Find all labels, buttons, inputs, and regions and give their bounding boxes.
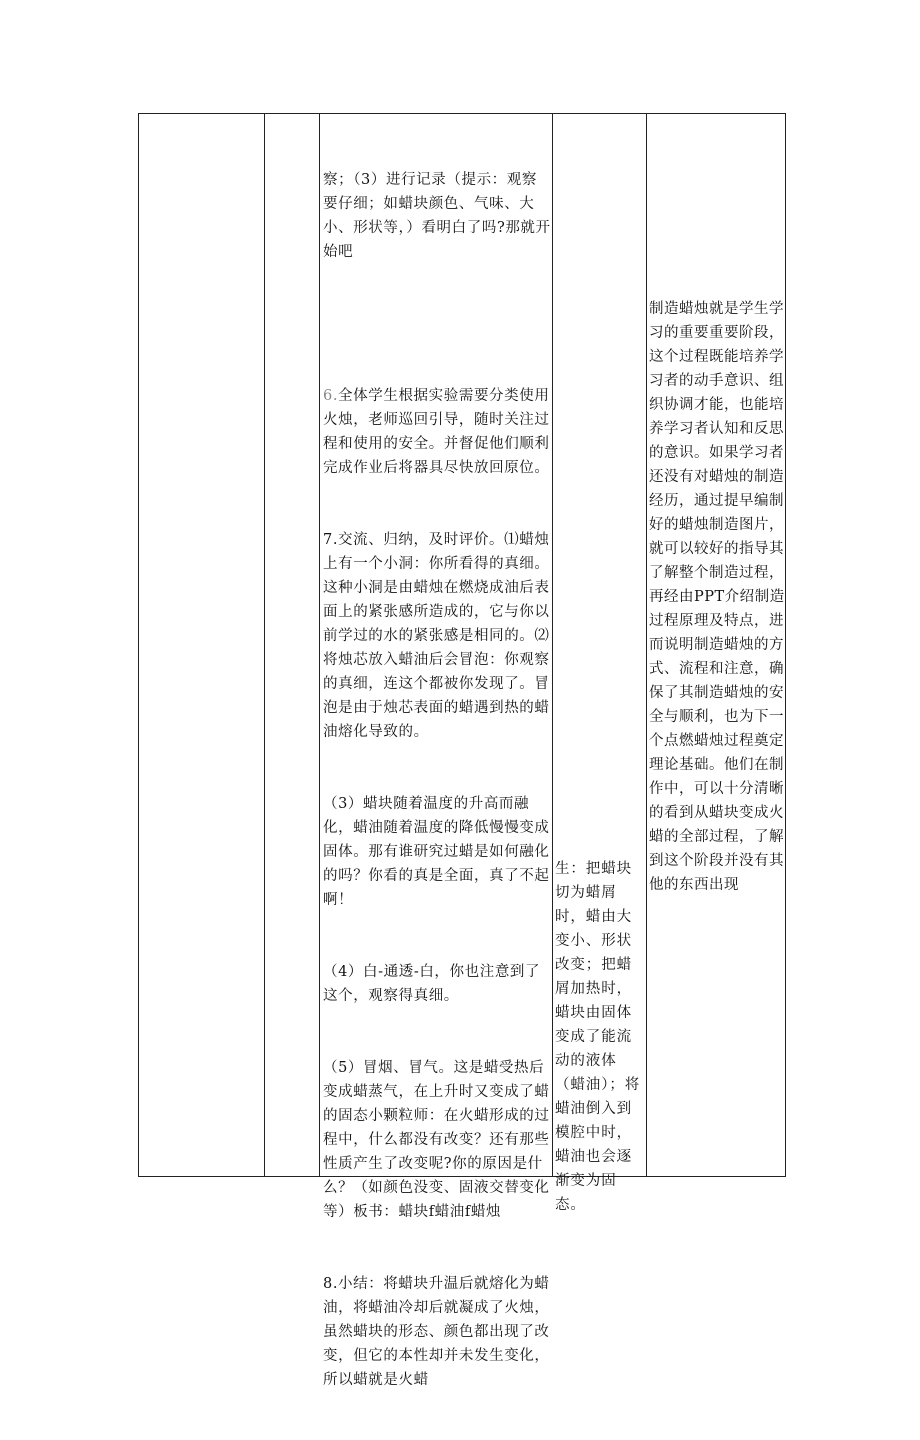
- paragraph-step-6: [323, 384, 551, 480]
- paragraph-step-7-4: （4）白-通透-白，你也注意到了这个，观察得真细。: [323, 964, 541, 1004]
- table-column-1: [139, 114, 265, 1176]
- paragraph-step-8: 8.小结：将蜡块升温后就熔化为蜡油，将蜡油冷却后就凝成了火烛，虽然蜡块的形态、颜色都出现了改变，但它的本性却并未发生变化，所以蜡就是火蜡: [323, 1276, 550, 1388]
- paragraph-step-7-3: （3）蜡块随着温度的升高而融化，蜡油随着温度的降低慢慢变成固体。那有谁研究过蜡是如何融化的吗？你看的真是全面，真了不起啊！: [323, 796, 550, 908]
- design-intent-text: 制造蜡烛就是学生学习的重要重要阶段，这个过程既能培养学习者的动手意识、组织协调才能，也能培养学习者认知和反思的意识。如果学习者还没有对蜡烛的制造经历，通过提早编制好的蜡烛制造图片，就可以较好的指导其了解整个制造过程，再经由PPT介绍制造过程原理及特点，进而说明制造蜡烛的方式、流程和注意，确保了其制造蜡烛的安全与顺利，也为下一个点燃蜡烛过程奠定理论基础。他们在制作中，可以十分清晰的看到从蜡块变成火蜡的全部过程，了解到这个阶段并没有其他的东西出现: [649, 301, 785, 893]
- step-6-number: 6.: [323, 388, 339, 404]
- paragraph-step-7: 7.交流、归纳，及时评价。⑴蜡烛上有一个小洞：你所看得的真细。这种小洞是由蜡烛在燃烧成油后表面上的紧张感所造成的，它与你以前学过的水的紧张感是相同的。⑵将烛芯放入蜡油后会冒泡：你观察的真细，连这个都被你发现了。冒泡是由于烛芯表面的蜡遇到热的蜡油熔化导致的。: [323, 532, 550, 740]
- teacher-activity-text: [323, 120, 551, 1440]
- lesson-table: [138, 113, 786, 1388]
- paragraph-observe: 察；（3）进行记录（提示：观察要仔细；如蜡块颜色、气味、大小、形状等，）看明白了吗?那就开始吧: [323, 172, 551, 260]
- paragraph-step-7-5: （5）冒烟、冒气。这是蜡受热后变成蜡蒸气，在上升时又变成了蜡的固态小颗粒师：在火蜡形成的过程中，什么都没有改变？还有那些性质产生了改变呢?你的原因是什么？（如颜色没变、固液交替变化等）板书：蜡块f蜡油f蜡烛: [323, 1060, 550, 1220]
- step-6-text: 全体学生根据实验需要分类使用火烛，老师巡回引导，随时关注过程和使用的安全。并督促他们顺利完成作业后将器具尽快放回原位。: [323, 388, 550, 476]
- table-column-2: [265, 114, 320, 1176]
- student-activity-text: 生：把蜡块切为蜡屑时，蜡由大变小、形状改变；把蜡屑加热时，蜡块由固体变成了能流动的液体（蜡油）；将蜡油倒入到模腔中时，蜡油也会逐渐变为固态。: [555, 861, 641, 1213]
